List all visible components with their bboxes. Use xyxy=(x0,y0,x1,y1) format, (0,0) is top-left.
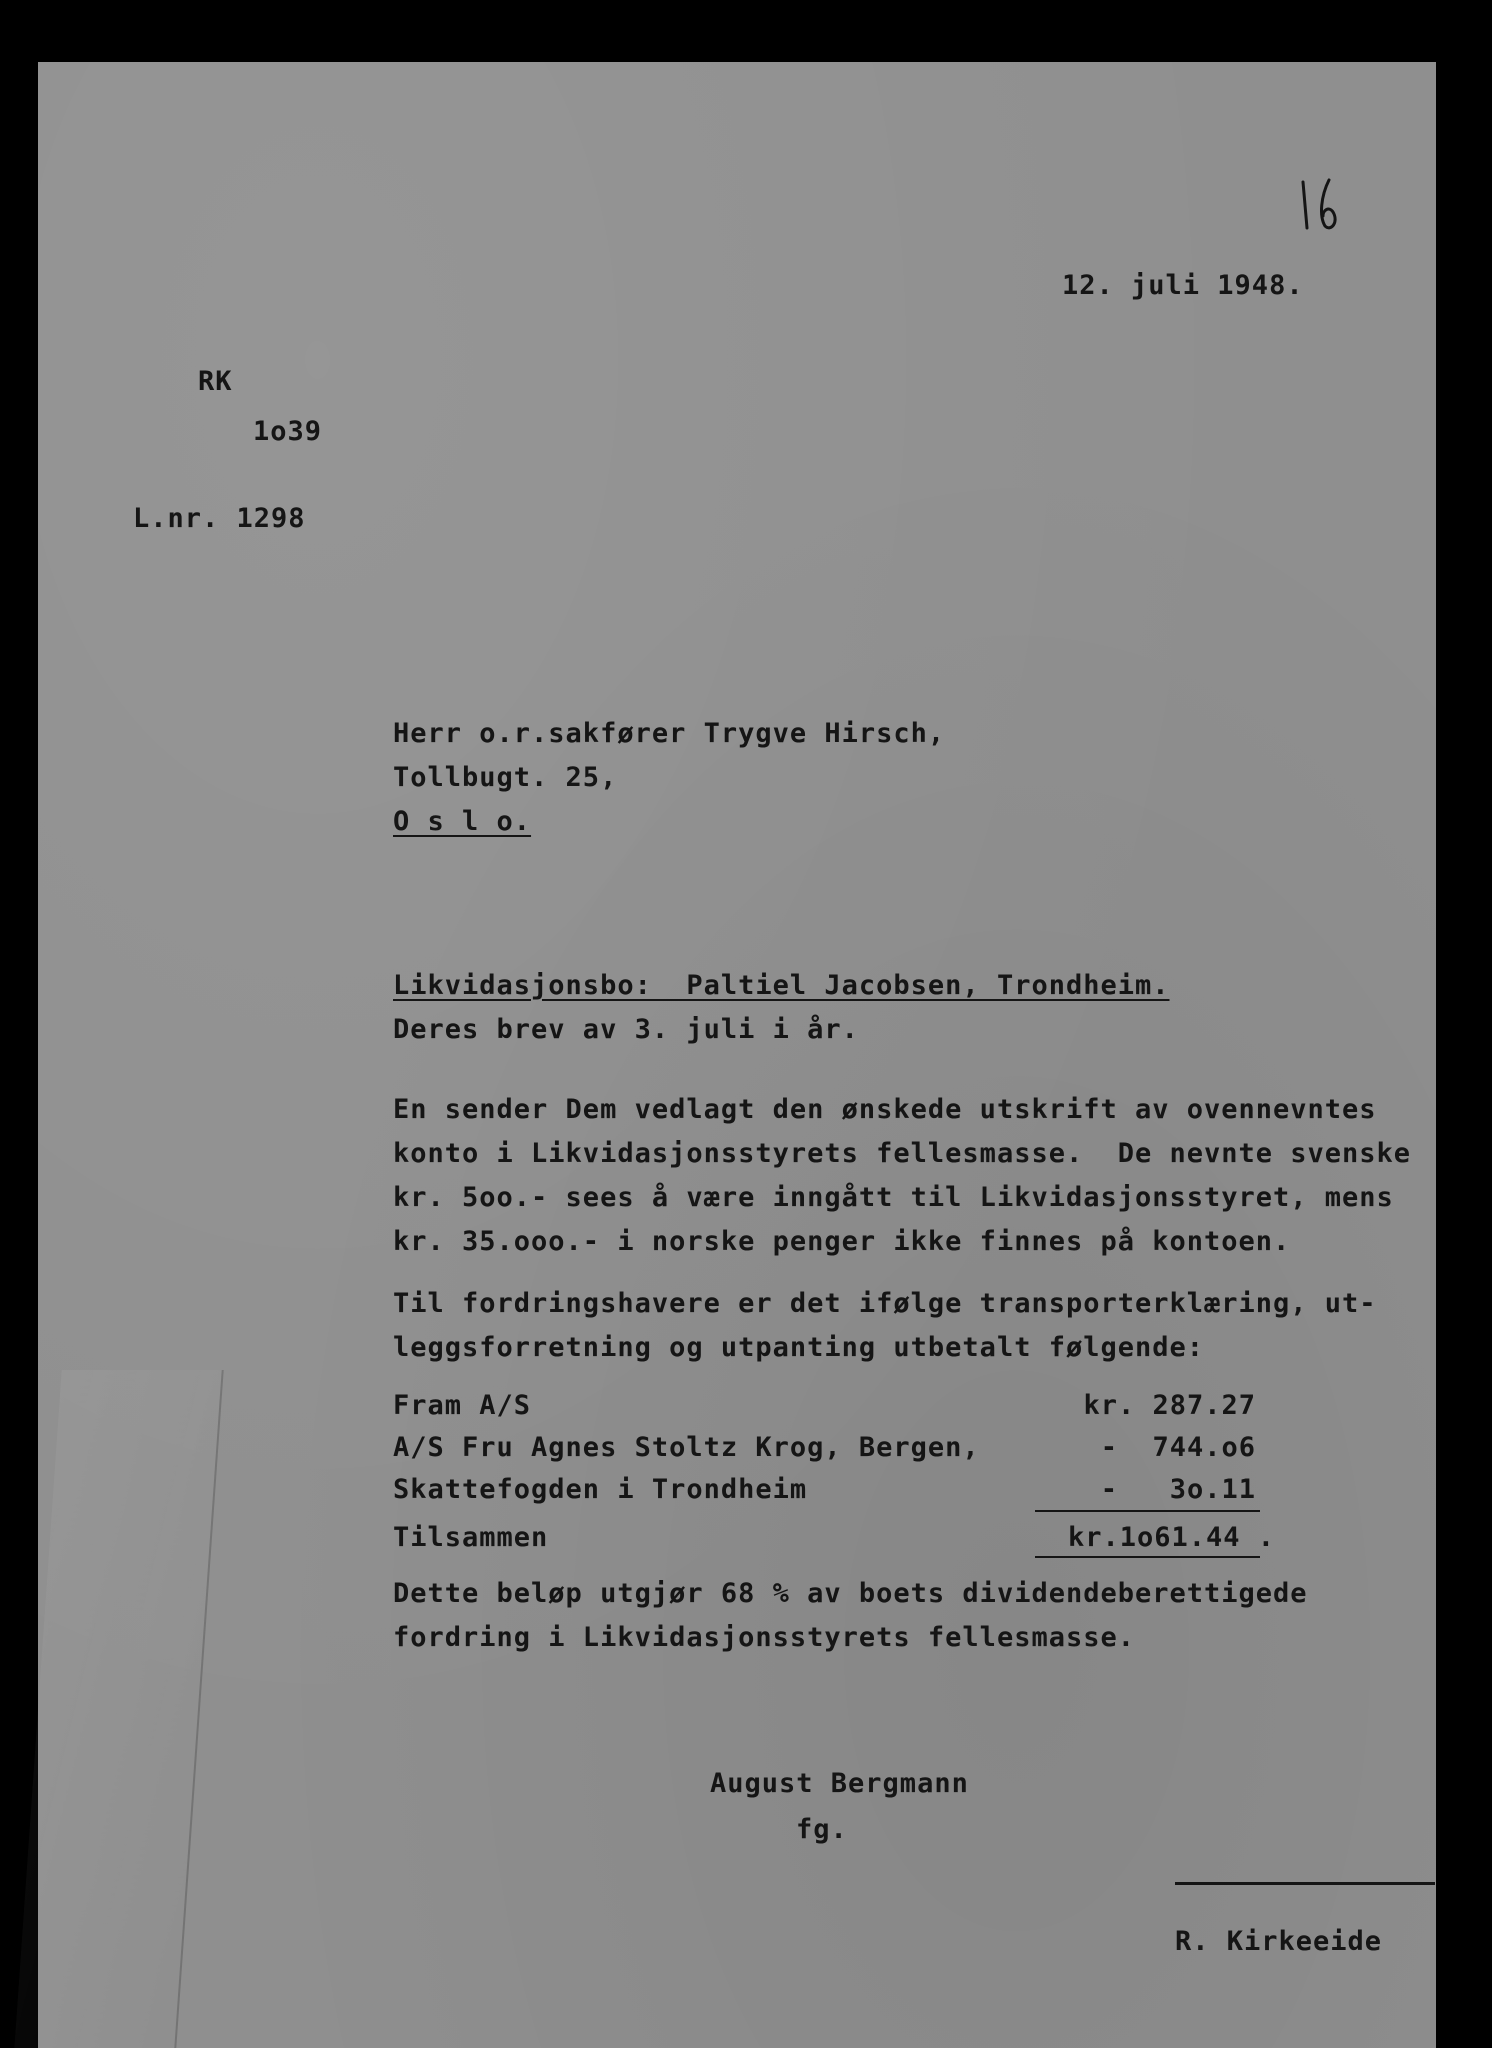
total-amount: kr.1o61.44 . xyxy=(1068,1522,1276,1553)
paragraph-line: En sender Dem vedlagt den ønskede utskrift av ovennevntes xyxy=(393,1094,1377,1125)
handwritten-page-number xyxy=(1295,176,1355,236)
payment-amount: - 744.o6 xyxy=(1100,1432,1256,1463)
reference-letter: Deres brev av 3. juli i år. xyxy=(393,1014,859,1045)
cosigner-name: R. Kirkeeide xyxy=(1175,1926,1383,1957)
payment-name: Skattefogden i Trondheim xyxy=(393,1474,808,1505)
recipient-name: Herr o.r.sakfører Trygve Hirsch, xyxy=(393,718,946,749)
paragraph-line: Dette beløp utgjør 68 % av boets dividendeberettigede xyxy=(393,1578,1308,1609)
paragraph-line: leggsforretning og utpanting utbetalt følgende: xyxy=(393,1332,1205,1363)
payment-amount: kr. 287.27 xyxy=(1083,1390,1256,1421)
payment-name: A/S Fru Agnes Stoltz Krog, Bergen, xyxy=(393,1432,980,1463)
signatory-name: August Bergmann xyxy=(710,1768,969,1799)
case-number: 1o39 xyxy=(253,416,323,447)
paragraph-line: konto i Likvidasjonsstyrets fellesmasse. De nevnte svenske xyxy=(393,1138,1412,1169)
payment-amount: - 3o.11 xyxy=(1100,1474,1256,1505)
document-page xyxy=(38,62,1436,2048)
signature-rule xyxy=(1175,1882,1435,1885)
paragraph-line: Til fordringshavere er det ifølge transporterklæring, ut- xyxy=(393,1288,1377,1319)
total-label: Tilsammen xyxy=(393,1522,549,1553)
signatory-title: fg. xyxy=(796,1814,848,1845)
total-rule xyxy=(1035,1556,1260,1558)
subject-line: Likvidasjonsbo: Paltiel Jacobsen, Trondheim. xyxy=(393,970,1170,1001)
paragraph-line: kr. 5oo.- sees å være inngått til Likvidasjonsstyret, mens xyxy=(393,1182,1394,1213)
office-code: RK xyxy=(198,366,233,397)
sum-rule xyxy=(1035,1510,1260,1512)
paragraph-line: fordring i Likvidasjonsstyrets fellesmasse. xyxy=(393,1622,1135,1653)
recipient-city: O s l o. xyxy=(393,806,532,837)
paragraph-line: kr. 35.ooo.- i norske penger ikke finnes på kontoen. xyxy=(393,1226,1291,1257)
payment-name: Fram A/S xyxy=(393,1390,532,1421)
journal-number: L.nr. 1298 xyxy=(133,503,306,534)
recipient-address: Tollbugt. 25, xyxy=(393,762,618,793)
letter-date: 12. juli 1948. xyxy=(1062,270,1304,301)
